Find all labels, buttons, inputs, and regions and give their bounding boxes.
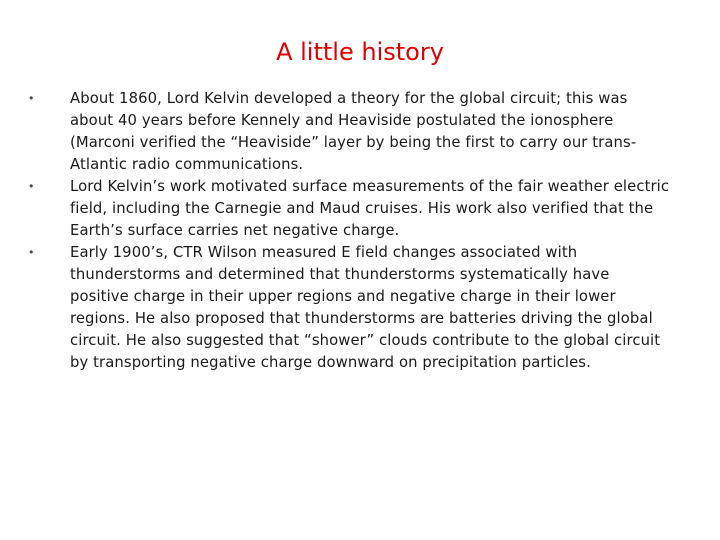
bullet-dot-icon: • [28,180,35,193]
bullet-list [0,88,720,374]
bullet-dot-icon: • [28,92,35,105]
bullet-text: Lord Kelvin’s work motivated surface measurements of the fair weather electric field, including the Carnegie and Maud cruises. His work also verified that the Earth’s surface carries net negative charge. [70,178,670,239]
bullet-dot-icon: • [28,246,35,259]
bullet-text: Early 1900’s, CTR Wilson measured E field changes associated with thunderstorms and determined that thunderstorms systematically have positive charge in their upper regions and negative charge in their lower regions. He also proposed that thunderstorms are batteries driving the global circuit. He also suggested that “shower” clouds contribute to the global circuit by transporting negative charge downward on precipitation particles. [70,244,661,371]
bullet-item-kelvin-theory [0,88,670,176]
slide-title: A little history [276,38,444,66]
bullet-item-wilson [0,242,670,374]
bullet-text: About 1860, Lord Kelvin developed a theory for the global circuit; this was about 40 years before Kennely and Heaviside postulated the ionosphere (Marconi verified the “Heaviside” layer by being the first to carry our trans-Atlantic radio communications. [70,90,637,173]
bullet-item-kelvin-measurements [0,176,670,242]
